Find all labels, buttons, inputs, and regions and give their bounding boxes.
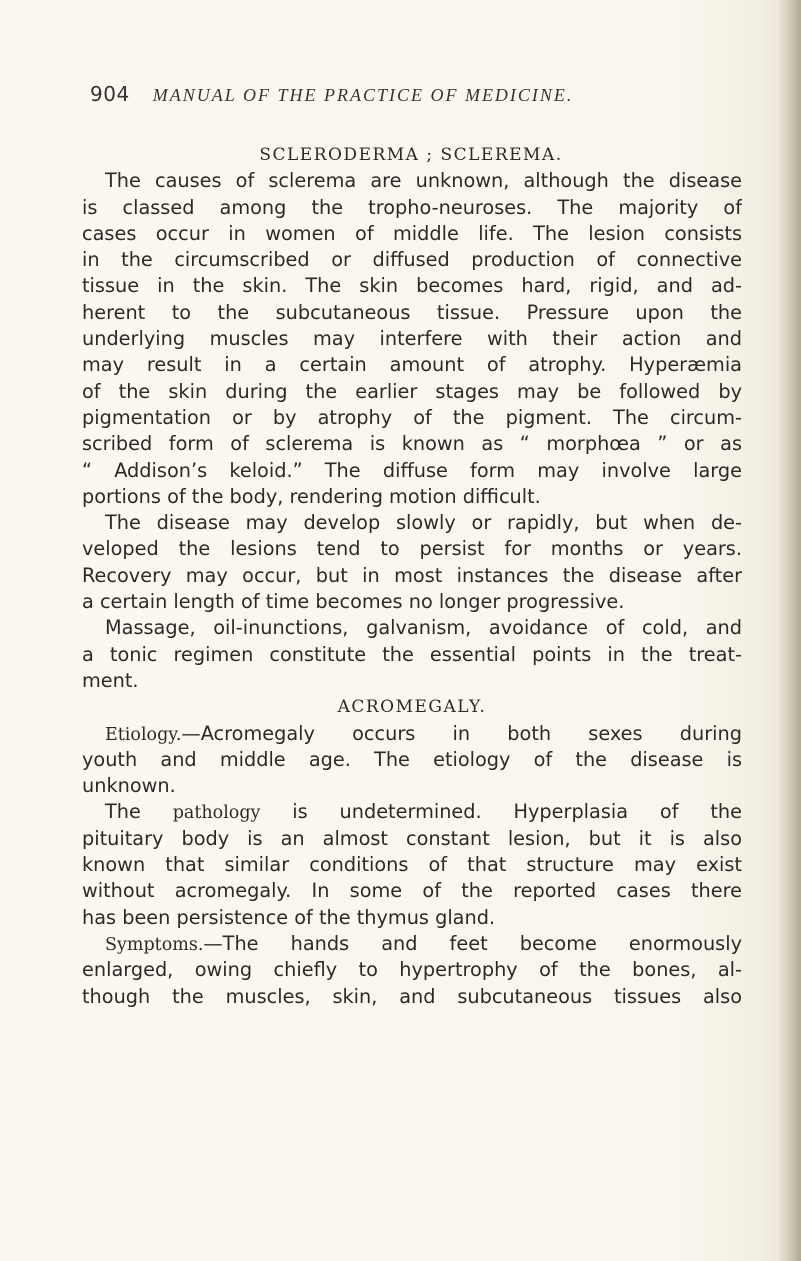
text-line: has been persistence of the thymus gland. [82, 905, 496, 929]
text-line: unknown. [82, 774, 176, 798]
text-line [82, 799, 742, 825]
text-line: underlying muscles may interfere with their action and [82, 327, 742, 351]
text-line: Recovery may occur, but in most instances the disease after [82, 563, 742, 587]
text-line: ment. [82, 668, 139, 692]
text-line: Massage, oil-inunctions, galvanism, avoidance of cold, and [105, 616, 742, 640]
text-line: pigmentation or by atrophy of the pigment. The circum- [82, 405, 742, 429]
text-line: a certain length of time becomes no longer progressive. [82, 590, 625, 614]
text-line: pituitary body is an almost constant lesion, but it is also [82, 826, 742, 850]
text-fragment: The [105, 800, 173, 824]
text-fragment: —The hands and feet become enormously [203, 931, 742, 955]
text-fragment: is undetermined. Hyperplasia of the [260, 800, 742, 824]
text-line: though the muscles, skin, and subcutaneous tissues also [82, 984, 742, 1008]
text-line: is classed among the tropho-neuroses. The majority of [82, 195, 742, 219]
text-line [82, 721, 742, 747]
text-line: portions of the body, rendering motion difficult. [82, 484, 541, 508]
text-line: tissue in the skin. The skin becomes hard, rigid, and ad- [82, 274, 742, 298]
page-number: 904 [90, 82, 130, 106]
text-line: “ Addison’s keloid.” The diffuse form may involve large [82, 458, 742, 482]
running-head [90, 82, 710, 112]
runin-etiology: Etiology. [105, 724, 182, 745]
running-title: MANUAL OF THE PRACTICE OF MEDICINE. [152, 85, 574, 105]
section-heading-acromegaly: ACROMEGALY. [337, 697, 487, 718]
text-line [82, 931, 742, 957]
text-line: The disease may develop slowly or rapidly, but when de- [105, 511, 742, 535]
text-line: a tonic regimen constitute the essential points in the treat- [82, 642, 742, 666]
body-text [82, 142, 742, 1010]
text-line: cases occur in women of middle life. The lesion consists [82, 221, 742, 245]
text-line: herent to the subcutaneous tissue. Pressure upon the [82, 300, 742, 324]
text-line: without acromegaly. In some of the reported cases there [82, 879, 742, 903]
page-edge-shadow [777, 0, 801, 1261]
text-fragment: —Acromegaly occurs in both sexes during [181, 721, 742, 745]
text-line: The causes of sclerema are unknown, although the disease [105, 169, 742, 193]
runin-pathology: pathology [172, 803, 261, 824]
text-line: enlarged, owing chiefly to hypertrophy of the bones, al- [82, 958, 742, 982]
text-line: scribed form of sclerema is known as “ morphœa ” or as [82, 432, 742, 456]
text-line: of the skin during the earlier stages may be followed by [82, 379, 742, 403]
text-line: in the circumscribed or diffused production of connective [82, 248, 742, 272]
runin-symptoms: Symptoms. [105, 934, 204, 955]
text-line: known that similar conditions of that structure may exist [82, 853, 742, 877]
section-heading-scleroderma: SCLERODERMA ; SCLEREMA. [259, 145, 563, 165]
text-line: youth and middle age. The etiology of the disease is [82, 747, 742, 771]
text-line: may result in a certain amount of atrophy. Hyperæmia [82, 353, 742, 377]
text-line: veloped the lesions tend to persist for months or years. [82, 537, 742, 561]
